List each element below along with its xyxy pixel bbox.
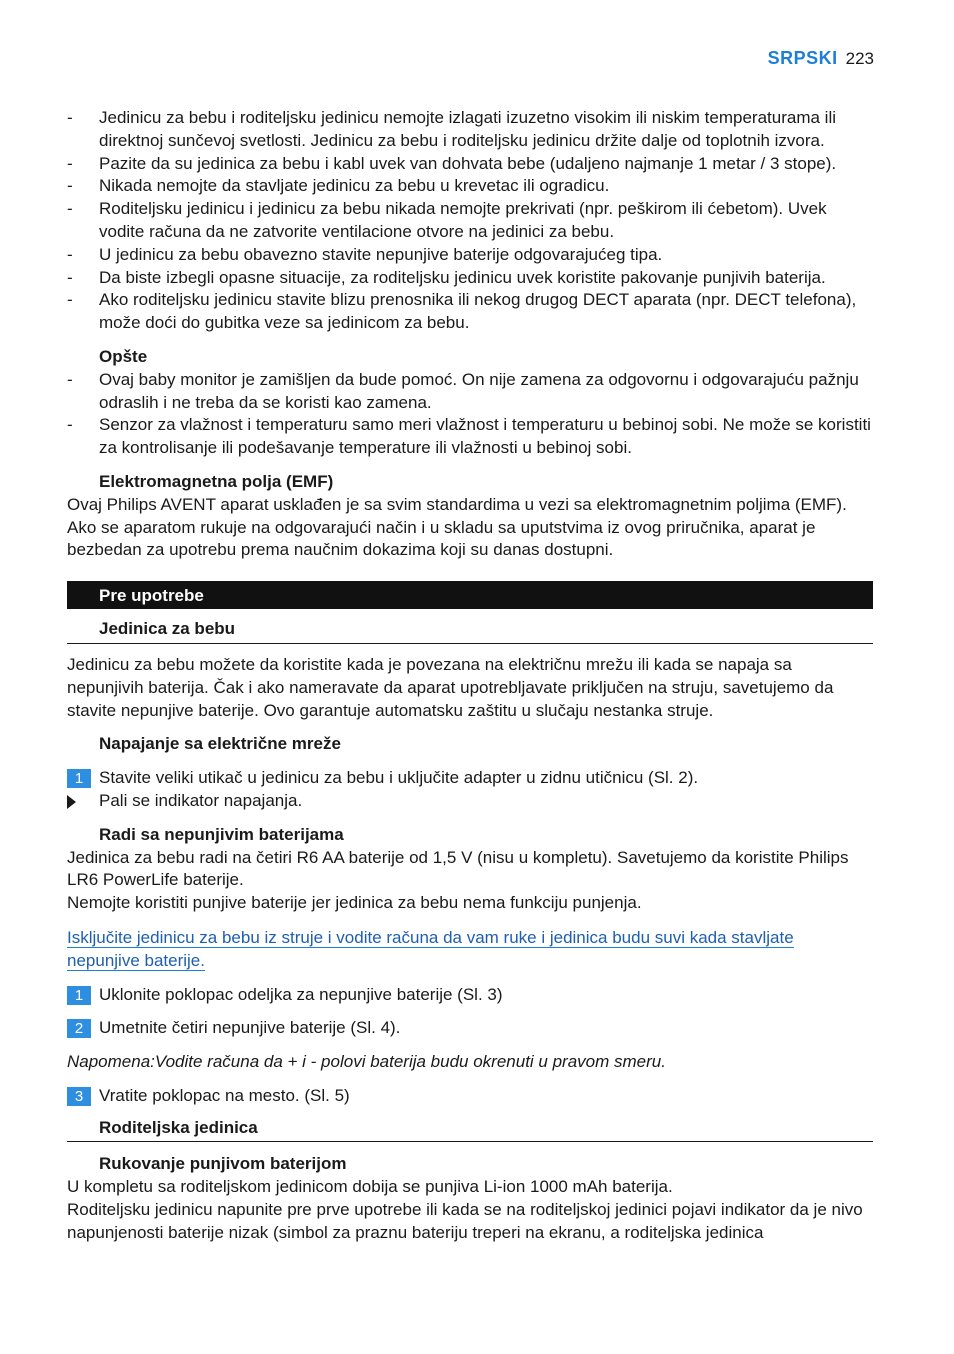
batteries-heading: Radi sa nepunjivim baterijama xyxy=(99,824,344,844)
list-item: - Da biste izbegli opasne situacije, za roditeljsku jedinicu uvek koristite pakovanje punjivih baterija. xyxy=(67,267,826,287)
result-text: Pali se indikator napajanja. xyxy=(99,790,303,810)
list-item: - Roditeljsku jedinicu i jedinicu za bebu nikada nemojte prekrivati (npr. peškirom ili ćebetom). Uvek vodite računa da ne zatvorite ventilacione otvore na jedinici za bebu. xyxy=(67,199,827,241)
step-item xyxy=(67,1085,873,1108)
list-item: - Pazite da su jedinica za bebu i kabl uvek van dohvata bebe (udaljeno najmanje 1 metar / 3 stope). xyxy=(67,153,837,173)
warnings-list xyxy=(67,107,873,335)
emf-heading: Elektromagnetna polja (EMF) xyxy=(99,471,334,491)
list-item: - Ako roditeljsku jedinicu stavite blizu prenosnika ili nekog drugog DECT aparata (npr. DECT telefona), može doći do gubitka veze sa jedinicom za bebu. xyxy=(67,290,857,333)
step-number-badge: 1 xyxy=(67,769,91,788)
baby-unit-heading: Jedinica za bebu xyxy=(67,618,873,644)
page-number: 223 xyxy=(845,49,874,68)
list-item: - Ovaj baby monitor je zamišljen da bude pomoć. On nije zamena za odgovornu i odgovarajuću pažnju odraslih i ne treba da se koristi kao zamena. xyxy=(67,369,859,412)
language-label: SRPSKI xyxy=(767,48,838,68)
batteries-text-1: Jedinica za bebu radi na četiri R6 AA baterije od 1,5 V (nisu u kompletu). Savetujemo da koristite Philips LR6 PowerLife baterije. xyxy=(67,847,849,890)
step-text: Stavite veliki utikač u jedinicu za bebu i uključite adapter u zidnu utičnicu (Sl. 2). xyxy=(99,768,699,788)
list-item: - Jedinicu za bebu i roditeljsku jedinicu nemojte izlagati izuzetno visokim ili niskim temperaturama ili direktnoj sunčevoj svetlosti. Jedinicu za bebu i roditeljsku jedinicu držite dalje od toplotnih izvora. xyxy=(67,108,836,150)
note-text: Napomena:Vodite računa da + i - polovi baterija budu okrenuti u pravom smeru. xyxy=(67,1052,666,1072)
step-text: Vratite poklopac na mesto. (Sl. 5) xyxy=(99,1085,350,1105)
list-item: - U jedinicu za bebu obavezno stavite nepunjive baterije odgovarajućeg tipa. xyxy=(67,244,663,264)
list-item: - Nikada nemojte da stavljate jedinicu za bebu u krevetac ili ogradicu. xyxy=(67,176,610,196)
emf-paragraph: Ovaj Philips AVENT aparat usklađen je sa svim standardima u vezi sa elektromagnetnim poljima (EMF). Ako se aparatom rukuje na odgovarajući način i u skladu sa uputstvima iz ovog priručnika, aparat je bezbedan za upotrebu prema naučnim dokazima koji su danas dostupni. xyxy=(67,494,847,560)
step-text: Umetnite četiri nepunjive baterije (Sl. 4). xyxy=(99,1018,401,1038)
page-content xyxy=(67,107,873,1245)
result-item xyxy=(67,790,873,813)
parent-unit-heading: Roditeljska jedinica xyxy=(67,1117,873,1143)
step-item xyxy=(67,984,873,1007)
section-title-before-use: Pre upotrebe xyxy=(67,581,873,609)
list-item: - Senzor za vlažnost i temperaturu samo meri vlažnost i temperaturu u bebinoj sobi. Ne može se koristiti za kontrolisanje ili podešavanje temperature ili vlažnosti u bebinoj sobi. xyxy=(67,415,871,458)
mains-heading: Napajanje sa električne mreže xyxy=(99,734,341,754)
result-arrow-icon xyxy=(67,795,76,809)
general-list xyxy=(67,369,873,460)
parent-unit-text-2: Roditeljsku jedinicu napunite pre prve upotrebe ili kada se na roditeljskoj jedinici pojavi indikator da je nivo napunjenosti baterije nizak (simbol za praznu bateriju treperi na ekranu, a roditeljska jedinica xyxy=(67,1200,863,1242)
step-number-badge: 1 xyxy=(67,986,91,1005)
baby-unit-intro: Jedinicu za bebu možete da koristite kada je povezana na električnu mrežu ili kada se napaja sa nepunjivih baterija. Čak i ako nameravate da aparat upotrebljavate priključen na struju, savetujemo da stavite nepunjive baterije. Ovo garantuje automatsku zaštitu u slučaju nestanka struje. xyxy=(67,654,834,720)
batteries-text-2: Nemojte koristiti punjive baterije jer jedinica za bebu nema funkciju punjenja. xyxy=(67,893,642,913)
step-number-badge: 3 xyxy=(67,1087,91,1106)
step-item xyxy=(67,767,873,790)
caution-text: Isključite jedinicu za bebu iz struje i vodite računa da vam ruke i jedinica budu suvi kada stavljate nepunjive baterije. xyxy=(67,927,794,970)
rechargeable-battery-heading: Rukovanje punjivom baterijom xyxy=(99,1154,347,1174)
step-item xyxy=(67,1017,873,1040)
page-header xyxy=(768,48,874,69)
step-number-badge: 2 xyxy=(67,1019,91,1038)
step-text: Uklonite poklopac odeljka za nepunjive baterije (Sl. 3) xyxy=(99,984,503,1004)
parent-unit-text-1: U kompletu sa roditeljskom jedinicom dobija se punjiva Li-ion 1000 mAh baterija. xyxy=(67,1177,673,1197)
general-heading: Opšte xyxy=(99,346,148,366)
